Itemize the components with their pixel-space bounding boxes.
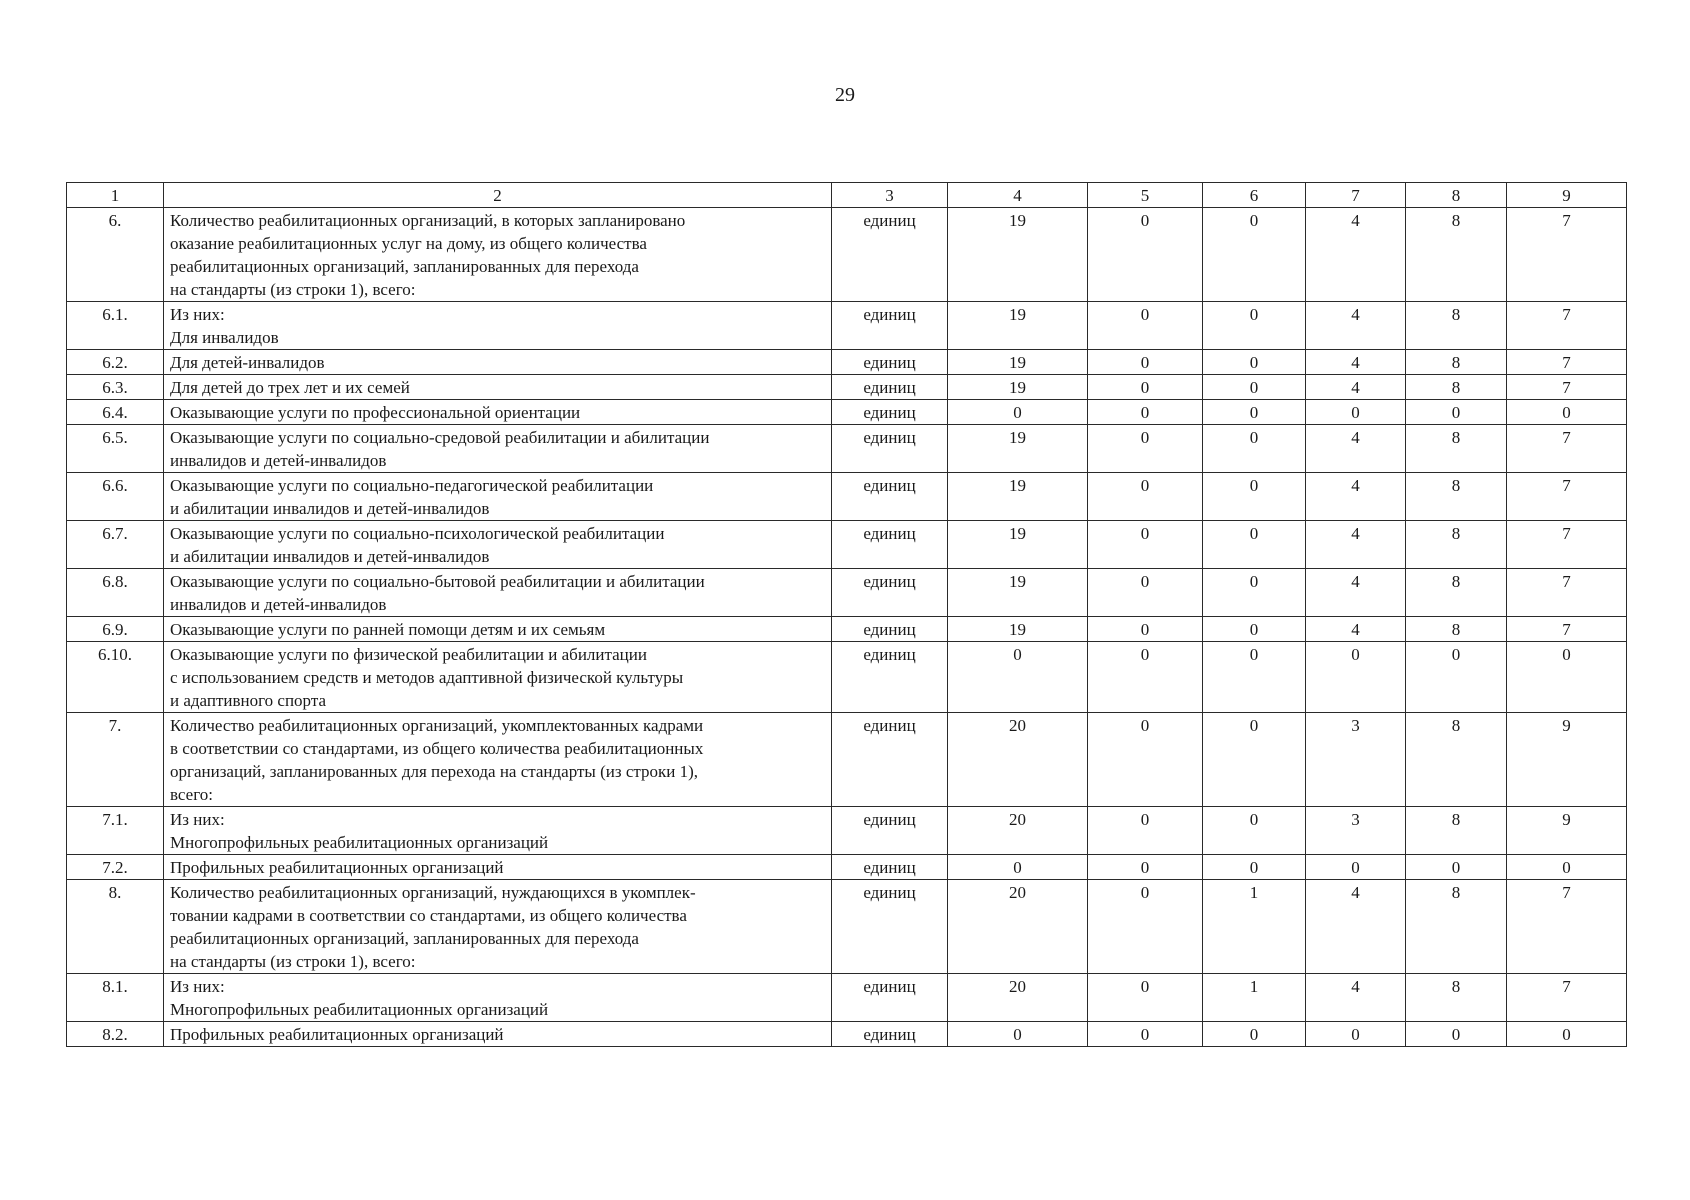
row-number-cell: 6.2.: [67, 350, 164, 375]
value-cell: 1: [1203, 974, 1306, 1022]
value-cell: 4: [1306, 473, 1406, 521]
indicator-name-line: Оказывающие услуги по социально-средовой реабилитации и абилитации: [170, 428, 710, 447]
row-number-cell: 6.10.: [67, 642, 164, 713]
indicator-name-line: в соответствии со стандартами, из общего количества реабилитационных: [170, 739, 704, 758]
value-cell: 3: [1306, 807, 1406, 855]
value-cell: 0: [1203, 617, 1306, 642]
indicator-name-cell: [164, 713, 832, 807]
value-cell: 0: [1203, 425, 1306, 473]
indicator-name-line: инвалидов и детей-инвалидов: [170, 451, 387, 470]
value-cell: 0: [1406, 855, 1507, 880]
indicator-name-line: Для детей до трех лет и их семей: [170, 378, 410, 397]
indicator-name-cell: [164, 617, 832, 642]
indicator-name-line: Оказывающие услуги по физической реабилитации и абилитации: [170, 645, 647, 664]
value-cell: 8: [1406, 569, 1507, 617]
indicator-name-line: Оказывающие услуги по профессиональной ориентации: [170, 403, 581, 422]
column-number-header: 9: [1507, 183, 1627, 208]
unit-cell: единиц: [832, 617, 948, 642]
table-row: [67, 521, 1627, 569]
value-cell: 8: [1406, 375, 1507, 400]
value-cell: 0: [1088, 569, 1203, 617]
value-cell: 0: [1088, 617, 1203, 642]
row-number-cell: 6.6.: [67, 473, 164, 521]
value-cell: 0: [1507, 1022, 1627, 1047]
row-number-cell: 8.2.: [67, 1022, 164, 1047]
row-number-cell: 6.9.: [67, 617, 164, 642]
value-cell: 0: [1203, 807, 1306, 855]
unit-cell: единиц: [832, 880, 948, 974]
unit-cell: единиц: [832, 713, 948, 807]
indicator-name-line: организаций, запланированных для перехода на стандарты (из строки 1),: [170, 762, 699, 781]
value-cell: 7: [1507, 880, 1627, 974]
unit-cell: единиц: [832, 855, 948, 880]
indicator-name-cell: [164, 642, 832, 713]
value-cell: 8: [1406, 521, 1507, 569]
value-cell: 4: [1306, 375, 1406, 400]
table-row: [67, 642, 1627, 713]
value-cell: 8: [1406, 713, 1507, 807]
row-number-cell: 6.8.: [67, 569, 164, 617]
column-number-header: 5: [1088, 183, 1203, 208]
indicator-name-line: оказание реабилитационных услуг на дому, из общего количества: [170, 234, 647, 253]
column-number-header: 1: [67, 183, 164, 208]
value-cell: 0: [1088, 974, 1203, 1022]
value-cell: 20: [948, 880, 1088, 974]
value-cell: 0: [1088, 400, 1203, 425]
unit-cell: единиц: [832, 425, 948, 473]
value-cell: 0: [1203, 569, 1306, 617]
value-cell: 0: [948, 1022, 1088, 1047]
value-cell: 7: [1507, 302, 1627, 350]
unit-cell: единиц: [832, 642, 948, 713]
table-row: [67, 350, 1627, 375]
value-cell: 0: [1507, 855, 1627, 880]
value-cell: 8: [1406, 880, 1507, 974]
value-cell: 0: [1088, 713, 1203, 807]
indicator-name-line: реабилитационных организаций, запланированных для перехода: [170, 257, 639, 276]
indicator-name-line: Из них:: [170, 810, 225, 829]
unit-cell: единиц: [832, 569, 948, 617]
row-number-cell: 6.7.: [67, 521, 164, 569]
value-cell: 4: [1306, 974, 1406, 1022]
indicator-name-line: Оказывающие услуги по ранней помощи детям и их семьям: [170, 620, 606, 639]
value-cell: 4: [1306, 425, 1406, 473]
row-number-cell: 6.3.: [67, 375, 164, 400]
indicator-name-line: Оказывающие услуги по социально-бытовой реабилитации и абилитации: [170, 572, 705, 591]
indicators-table: [66, 182, 1627, 1047]
value-cell: 0: [948, 642, 1088, 713]
value-cell: 7: [1507, 208, 1627, 302]
table-row: [67, 974, 1627, 1022]
value-cell: 0: [1406, 400, 1507, 425]
value-cell: 19: [948, 375, 1088, 400]
indicator-name-line: Для детей-инвалидов: [170, 353, 325, 372]
value-cell: 8: [1406, 350, 1507, 375]
value-cell: 0: [1088, 425, 1203, 473]
value-cell: 0: [1203, 208, 1306, 302]
table-row: [67, 473, 1627, 521]
value-cell: 0: [1406, 1022, 1507, 1047]
value-cell: 7: [1507, 974, 1627, 1022]
value-cell: 7: [1507, 617, 1627, 642]
table-body: [67, 183, 1627, 1047]
unit-cell: единиц: [832, 807, 948, 855]
value-cell: 8: [1406, 425, 1507, 473]
row-number-cell: 6.: [67, 208, 164, 302]
value-cell: 0: [1088, 208, 1203, 302]
value-cell: 4: [1306, 350, 1406, 375]
value-cell: 7: [1507, 473, 1627, 521]
indicator-name-line: Профильных реабилитационных организаций: [170, 858, 504, 877]
value-cell: 0: [1203, 302, 1306, 350]
value-cell: 20: [948, 974, 1088, 1022]
value-cell: 8: [1406, 974, 1507, 1022]
value-cell: 8: [1406, 807, 1507, 855]
value-cell: 0: [1088, 1022, 1203, 1047]
value-cell: 0: [1406, 642, 1507, 713]
unit-cell: единиц: [832, 350, 948, 375]
table-row: [67, 1022, 1627, 1047]
indicator-name-cell: [164, 521, 832, 569]
column-number-header: 6: [1203, 183, 1306, 208]
indicator-name-line: и абилитации инвалидов и детей-инвалидов: [170, 499, 490, 518]
row-number-cell: 8.: [67, 880, 164, 974]
row-number-cell: 7.1.: [67, 807, 164, 855]
indicator-name-cell: [164, 974, 832, 1022]
value-cell: 0: [1088, 302, 1203, 350]
value-cell: 0: [1203, 521, 1306, 569]
value-cell: 7: [1507, 425, 1627, 473]
value-cell: 19: [948, 425, 1088, 473]
unit-cell: единиц: [832, 208, 948, 302]
value-cell: 0: [1507, 642, 1627, 713]
value-cell: 0: [1203, 642, 1306, 713]
value-cell: 0: [1306, 1022, 1406, 1047]
value-cell: 20: [948, 713, 1088, 807]
indicator-name-cell: [164, 473, 832, 521]
row-number-cell: 6.4.: [67, 400, 164, 425]
value-cell: 4: [1306, 880, 1406, 974]
value-cell: 0: [1203, 473, 1306, 521]
unit-cell: единиц: [832, 974, 948, 1022]
value-cell: 4: [1306, 208, 1406, 302]
unit-cell: единиц: [832, 400, 948, 425]
indicator-name-line: Количество реабилитационных организаций, в которых запланировано: [170, 211, 686, 230]
indicator-name-cell: [164, 375, 832, 400]
value-cell: 0: [1203, 855, 1306, 880]
indicator-name-cell: [164, 880, 832, 974]
indicator-name-cell: [164, 350, 832, 375]
unit-cell: единиц: [832, 473, 948, 521]
row-number-cell: 6.5.: [67, 425, 164, 473]
value-cell: 0: [1088, 880, 1203, 974]
value-cell: 0: [1088, 807, 1203, 855]
value-cell: 0: [948, 855, 1088, 880]
row-number-cell: 6.1.: [67, 302, 164, 350]
value-cell: 20: [948, 807, 1088, 855]
indicator-name-cell: [164, 1022, 832, 1047]
indicator-name-line: Из них:: [170, 977, 225, 996]
indicator-name-line: Оказывающие услуги по социально-психологической реабилитации: [170, 524, 665, 543]
value-cell: 0: [1306, 400, 1406, 425]
table-row: [67, 400, 1627, 425]
column-number-row: [67, 183, 1627, 208]
indicator-name-line: инвалидов и детей-инвалидов: [170, 595, 387, 614]
table-row: [67, 569, 1627, 617]
value-cell: 8: [1406, 208, 1507, 302]
value-cell: 7: [1507, 521, 1627, 569]
value-cell: 19: [948, 302, 1088, 350]
page-number: 29: [835, 84, 855, 106]
indicator-name-line: реабилитационных организаций, запланированных для перехода: [170, 929, 639, 948]
value-cell: 0: [1088, 375, 1203, 400]
indicator-name-cell: [164, 208, 832, 302]
table-row: [67, 375, 1627, 400]
indicator-name-line: Количество реабилитационных организаций, нуждающихся в укомплек-: [170, 883, 696, 902]
indicator-name-line: на стандарты (из строки 1), всего:: [170, 952, 416, 971]
value-cell: 8: [1406, 302, 1507, 350]
value-cell: 19: [948, 350, 1088, 375]
table-row: [67, 855, 1627, 880]
indicator-name-line: Из них:: [170, 305, 225, 324]
value-cell: 3: [1306, 713, 1406, 807]
table-row: [67, 880, 1627, 974]
unit-cell: единиц: [832, 1022, 948, 1047]
indicator-name-line: и абилитации инвалидов и детей-инвалидов: [170, 547, 490, 566]
indicator-name-cell: [164, 425, 832, 473]
value-cell: 1: [1203, 880, 1306, 974]
table-row: [67, 807, 1627, 855]
value-cell: 8: [1406, 617, 1507, 642]
value-cell: 4: [1306, 302, 1406, 350]
value-cell: 0: [1203, 350, 1306, 375]
indicator-name-cell: [164, 855, 832, 880]
table-row: [67, 713, 1627, 807]
value-cell: 9: [1507, 713, 1627, 807]
unit-cell: единиц: [832, 521, 948, 569]
value-cell: 19: [948, 569, 1088, 617]
value-cell: 0: [1306, 642, 1406, 713]
value-cell: 19: [948, 208, 1088, 302]
indicator-name-line: с использованием средств и методов адаптивной физической культуры: [170, 668, 684, 687]
value-cell: 0: [1203, 713, 1306, 807]
value-cell: 0: [1306, 855, 1406, 880]
value-cell: 19: [948, 521, 1088, 569]
value-cell: 9: [1507, 807, 1627, 855]
indicator-name-line: товании кадрами в соответствии со стандартами, из общего количества: [170, 906, 687, 925]
value-cell: 7: [1507, 569, 1627, 617]
row-number-cell: 7.2.: [67, 855, 164, 880]
value-cell: 0: [948, 400, 1088, 425]
indicator-name-line: и адаптивного спорта: [170, 691, 327, 710]
value-cell: 4: [1306, 521, 1406, 569]
column-number-header: 4: [948, 183, 1088, 208]
table-row: [67, 302, 1627, 350]
value-cell: 0: [1088, 855, 1203, 880]
indicator-name-line: всего:: [170, 785, 213, 804]
value-cell: 0: [1088, 521, 1203, 569]
column-number-header: 8: [1406, 183, 1507, 208]
value-cell: 7: [1507, 350, 1627, 375]
indicator-name-cell: [164, 807, 832, 855]
value-cell: 0: [1088, 350, 1203, 375]
value-cell: 0: [1088, 473, 1203, 521]
value-cell: 0: [1088, 642, 1203, 713]
indicator-name-line: Многопрофильных реабилитационных организаций: [170, 833, 549, 852]
indicator-name-line: на стандарты (из строки 1), всего:: [170, 280, 416, 299]
value-cell: 19: [948, 617, 1088, 642]
row-number-cell: 7.: [67, 713, 164, 807]
value-cell: 7: [1507, 375, 1627, 400]
value-cell: 8: [1406, 473, 1507, 521]
indicator-name-line: Количество реабилитационных организаций, укомплектованных кадрами: [170, 716, 704, 735]
row-number-cell: 8.1.: [67, 974, 164, 1022]
table-row: [67, 208, 1627, 302]
value-cell: 4: [1306, 569, 1406, 617]
unit-cell: единиц: [832, 375, 948, 400]
value-cell: 19: [948, 473, 1088, 521]
indicator-name-cell: [164, 400, 832, 425]
column-number-header: 3: [832, 183, 948, 208]
indicator-name-line: Профильных реабилитационных организаций: [170, 1025, 504, 1044]
indicator-name-cell: [164, 569, 832, 617]
indicator-name-line: Многопрофильных реабилитационных организаций: [170, 1000, 549, 1019]
indicator-name-cell: [164, 302, 832, 350]
column-number-header: 7: [1306, 183, 1406, 208]
table-row: [67, 425, 1627, 473]
value-cell: 0: [1507, 400, 1627, 425]
table-row: [67, 617, 1627, 642]
unit-cell: единиц: [832, 302, 948, 350]
value-cell: 0: [1203, 1022, 1306, 1047]
value-cell: 4: [1306, 617, 1406, 642]
value-cell: 0: [1203, 375, 1306, 400]
column-number-header: 2: [164, 183, 832, 208]
value-cell: 0: [1203, 400, 1306, 425]
indicator-name-line: Оказывающие услуги по социально-педагогической реабилитации: [170, 476, 654, 495]
indicator-name-line: Для инвалидов: [170, 328, 279, 347]
